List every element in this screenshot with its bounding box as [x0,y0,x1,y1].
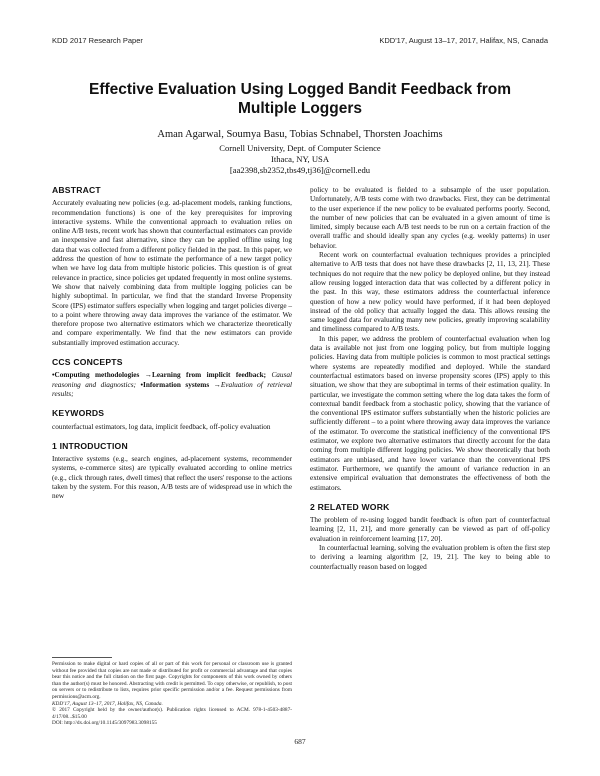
running-header-left: KDD 2017 Research Paper [52,36,143,45]
related-work-paragraph-1: The problem of re-using logged bandit feedback is often part of counterfactual learning [2, 11, 21], and more generally can be viewed as part of off-policy evaluation in reinforcement learning [17, 20]. [310,516,550,543]
ccs-concepts [52,371,292,399]
abstract-heading: ABSTRACT [52,185,101,195]
introduction-paragraph-3: In this paper, we address the problem of counterfactual evaluation when log data is available not just from one logging policy, but from multiple logging policies. Having data from multiple policies is common to most practical settings where systems are repeatedly modified and deployed. While the standard counterfactual estimators based on inverse propensity scores (IPS) apply to this situation, we show that they are suboptimal in terms of their estimation quality. In particular, we investigate the common setting where the log data takes the form of contextual bandit feedback from a stochastic policy, showing that the variance of the conventional IPS estimator suffers substantially when the historic policies are sufficiently different – to a point where throwing away data improves the variance of the estimator. To overcome the statistical inefficiency of the conventional IPS estimator, we explore two alternative estimators that directly account for the data coming from multiple different logging policies. We show theoretically that both estimators are unbiased, and have lower variance than the conventional IPS estimator. Furthermore, we quantify the amount of variance reduction in an extensive empirical evaluation that demonstrates the effectiveness of both the estimators. [310,334,550,492]
paper-title: Effective Evaluation Using Logged Bandit Feedback from Multiple Loggers [88,81,511,117]
introduction-paragraph-2: Recent work on counterfactual evaluation techniques provides a principled alternative to A/B tests that does not have these drawbacks [2, 11, 13, 21]. These techniques do not require that the new policy be deployed online, but they instead allow reusing logged interaction data that was collected by a different policy in the past. In this way, these estimators address the counterfactual inference question of how a new policy would have performed, if it had been deployed instead of the old policy that actually logged the data. This allows reusing the same logged data for evaluating many new policies, greatly improving scalability and timeliness compared to A/B tests. [310,251,550,334]
permission-footnote [52,661,292,727]
abstract-text: Accurately evaluating new policies (e.g. ad-placement models, ranking functions, recommendation functions) is one of the key prerequisites for improving interactive systems. While the conventional approach to evaluation relies on online A/B tests, recent work has shown that counterfactual estimators can provide an inexpensive and fast alternative, since they can be applied offline using log data that was collected from a different policy fielded in the past. In this paper, we address the question of how to estimate the performance of a new target policy when we have log data from multiple historic policies. This question is of great relevance in practice, since policies get updated frequently in most online systems. We show that naively combining data from multiple logging policies can be highly suboptimal. In particular, we find that the standard Inverse Propensity Score (IPS) estimator suffers especially when logging and target policies diverge – to a point where throwing away data improves the variance of the estimator. We therefore propose two alternative estimators which we characterize theoretically and compare experimentally. We find that the new estimators can provide substantially improved estimation accuracy. [52,199,292,347]
running-header-right: KDD'17, August 13–17, 2017, Halifax, NS, Canada [379,36,548,45]
introduction-paragraph-1-cont: policy to be evaluated is fielded to a subsample of the user population. Unfortunately, A/B tests come with two drawbacks. First, they can be detrimental to the user experience if the new policy to be evaluated performs poorly. Second, the number of new policies that can be evaluated in a given amount of time is limited, simply because each A/B test needs to be run on a certain fraction of the overall traffic and should ideally span any cycles (e.g. weekly patterns) in user behavior. [310,186,550,250]
author-emails: [aa2398,sb2352,tbs49,tj36]@cornell.edu [229,165,371,175]
ccs-heading: CCS CONCEPTS [52,357,123,368]
footnote-rule [52,657,112,658]
conference-venue: KDD'17, August 13–17, 2017, Halifax, NS, Canada. [52,700,163,707]
affiliation-location: Ithaca, NY, USA [270,154,330,164]
left-column [52,186,292,502]
ccs-concept-2-detail: →Evaluation of retrieval results; [52,380,292,398]
keywords-text: counterfactual estimators, log data, implicit feedback, off-policy evaluation [52,422,271,431]
affiliation: Cornell University, Dept. of Computer Science [219,143,381,153]
copyright-notice: © 2017 Copyright held by the owner/author(s). Publication rights licensed to ACM. 978-1-4503-4887-4/17/08...$15.00 [52,707,292,720]
page-number: 687 [294,737,306,746]
permission-text: Permission to make digital or hard copies of all or part of this work for personal or classroom use is granted without fee provided that copies are not made or distributed for profit or commercial advantage and that copies bear this notice and the full citation on the first page. Copyrights for components of this work owned by others than the author(s) must be honored. Abstracting with credit is permitted. To copy otherwise, or republish, to post on servers or to redistribute to lists, requires prior specific permission and/or a fee. Request permissions from permissions@acm.org. [52,661,292,700]
related-work-heading: 2 RELATED WORK [310,501,390,512]
author-list: Aman Agarwal, Soumya Basu, Tobias Schnabel, Thorsten Joachims [157,129,443,140]
right-column [310,186,550,572]
keywords-heading: KEYWORDS [52,408,105,419]
ccs-concept-1-detail: Causal reasoning and diagnostics; [52,371,293,389]
ccs-concept-2: •Information systems [140,380,210,389]
doi-link[interactable]: DOI: http://dx.doi.org/10.1145/3097983.3098155 [52,720,157,727]
ccs-concept-1: •Computing methodologies →Learning from implicit feedback; [52,371,267,380]
introduction-paragraph-1: Interactive systems (e.g., search engines, ad-placement systems, recommender systems, e-commerce sites) are typically evaluated according to online metrics (e.g., click through rates, dwell times) that reflect the users' response to the actions taken by the system. For this reason, A/B tests are of widespread use in which the new [52,455,292,501]
related-work-paragraph-2: In counterfactual learning, solving the evaluation problem is often the first step to deriving a learning algorithm [2, 19, 21]. The key to being able to counterfactually reason based on logged [310,543,550,571]
introduction-heading: 1 INTRODUCTION [52,440,128,451]
